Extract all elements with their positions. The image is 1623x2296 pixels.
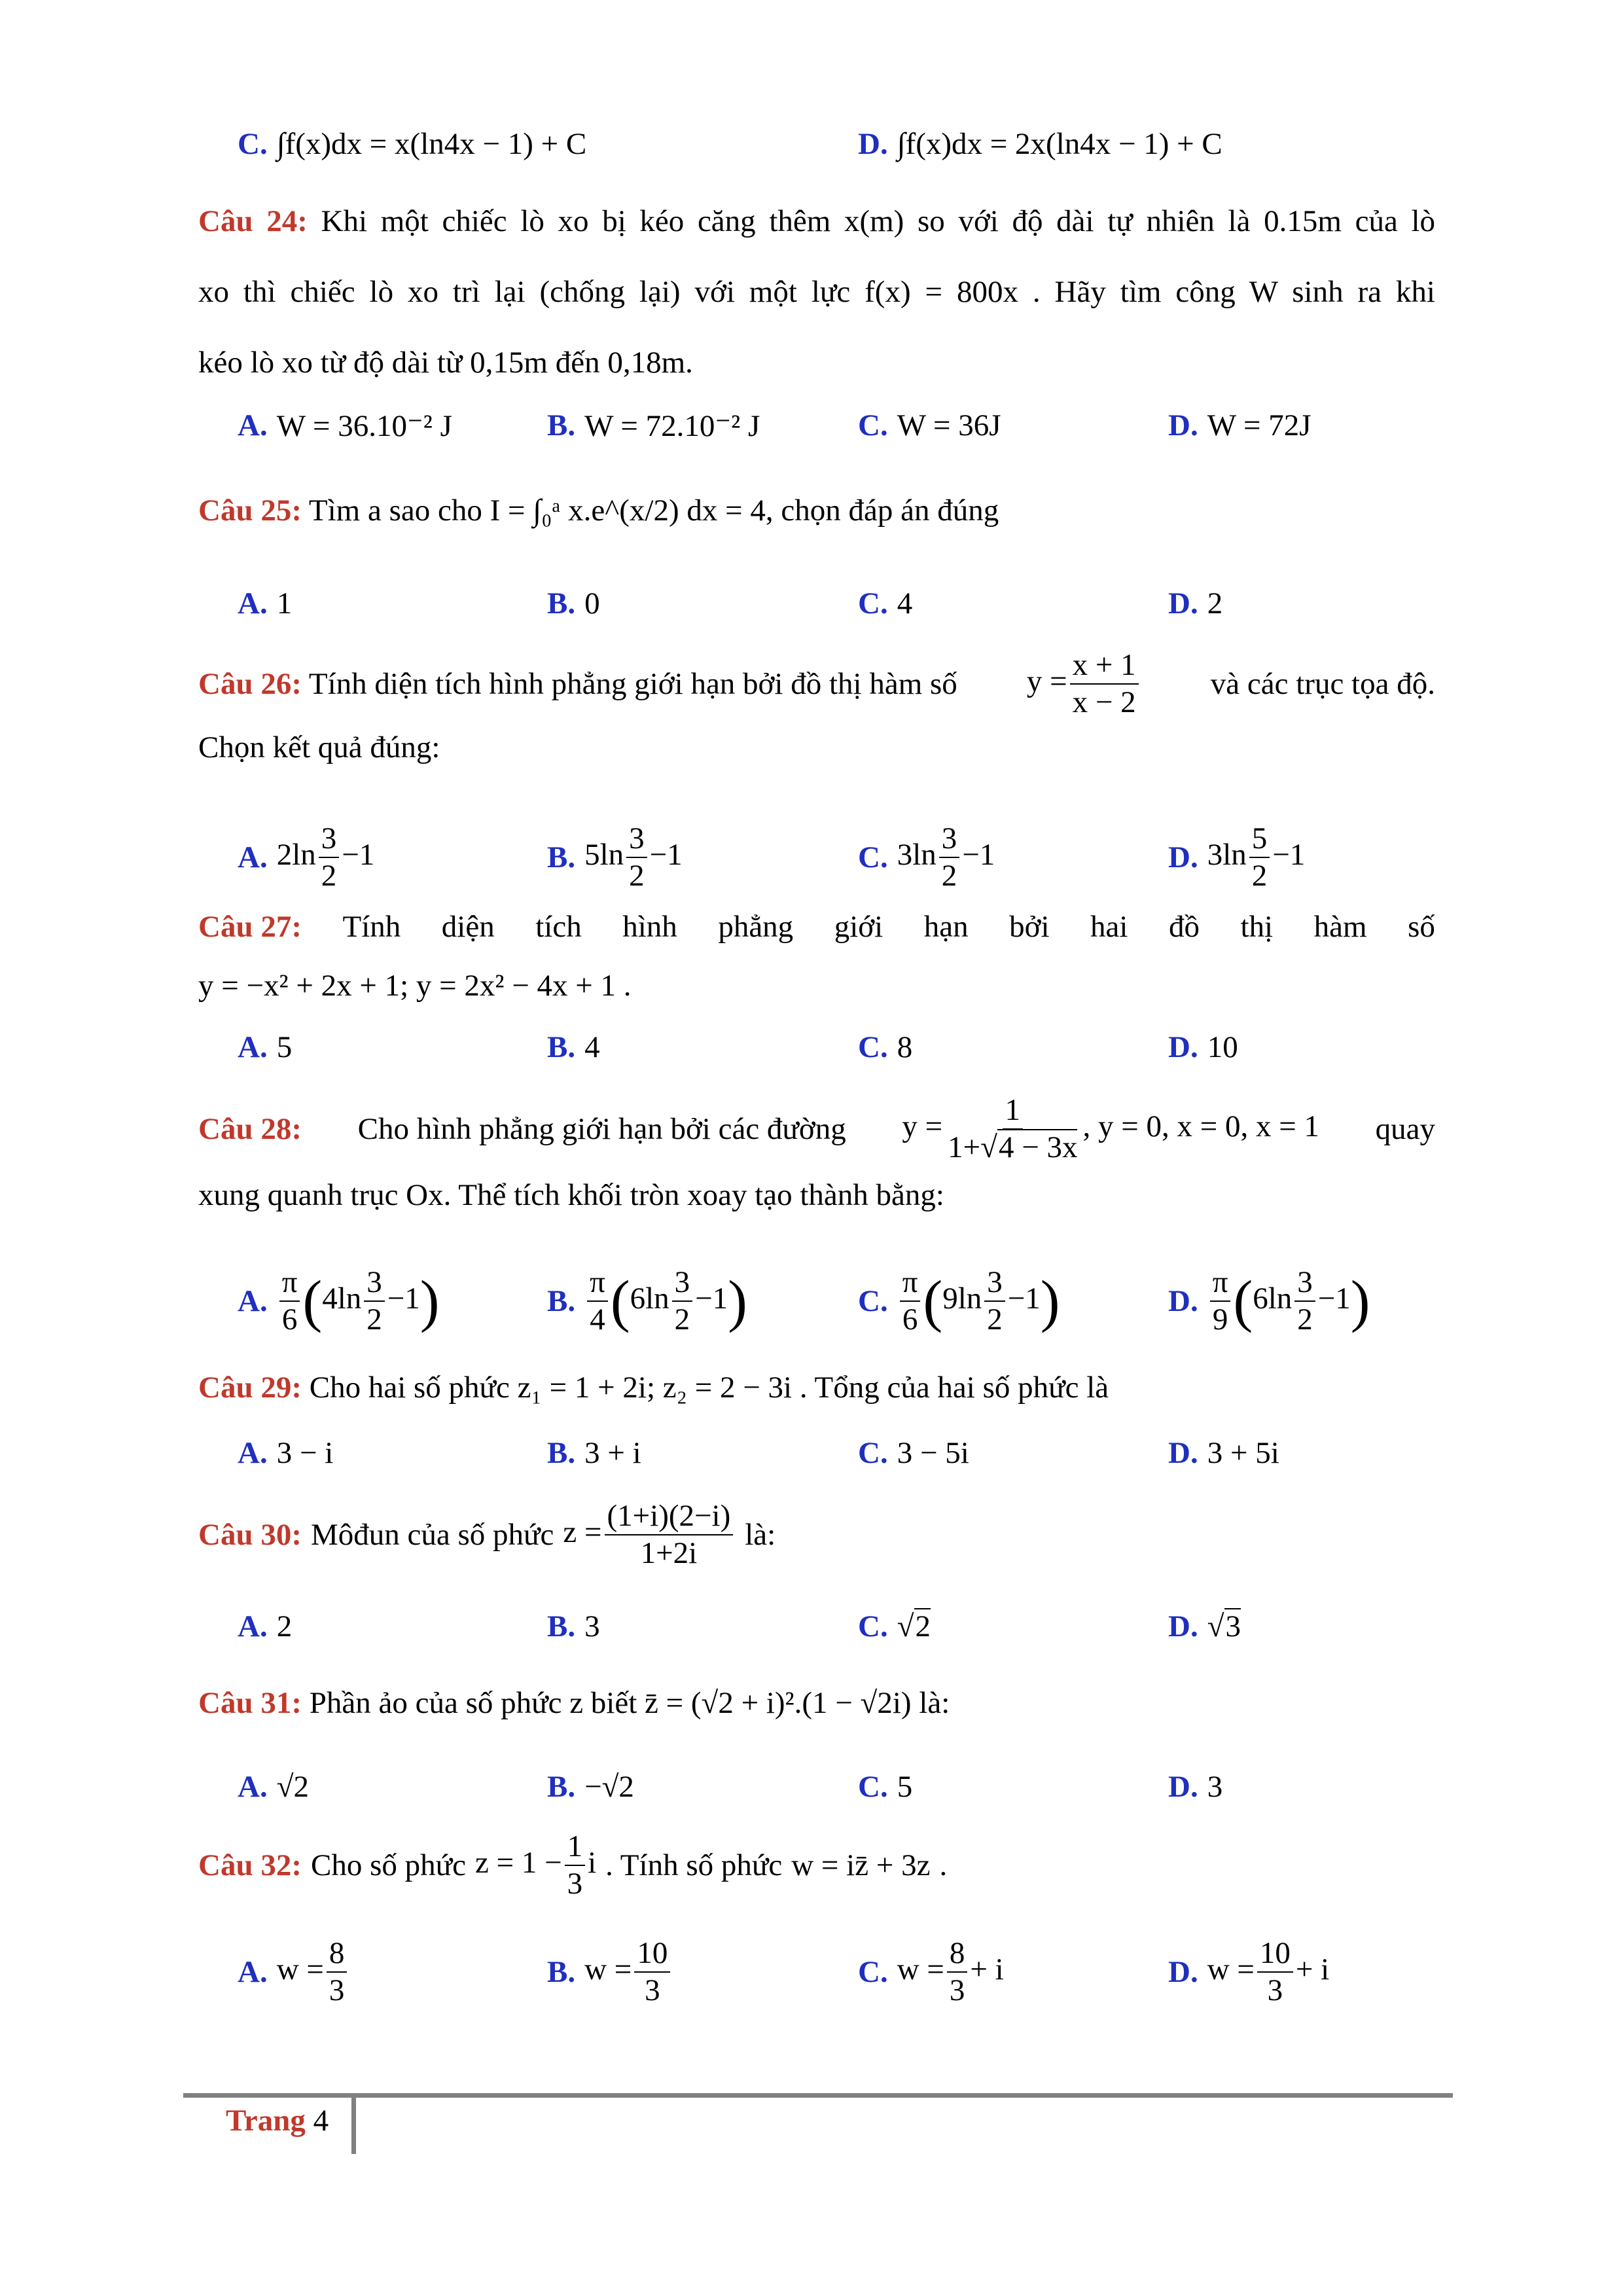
q30-option-b bbox=[547, 1607, 600, 1646]
fraction-denominator: x − 2 bbox=[1072, 685, 1136, 719]
fraction-denominator: 3 bbox=[1267, 1973, 1283, 2007]
log-coefficient: 6ln bbox=[630, 1281, 669, 1316]
question-text: Phần ảo của số phức z biết bbox=[309, 1686, 637, 1720]
option-label: A. bbox=[238, 840, 268, 874]
option-label: C. bbox=[858, 1284, 888, 1318]
option-label: A. bbox=[238, 1609, 268, 1643]
q25-option-d bbox=[1168, 584, 1222, 623]
fraction-denominator: 3 bbox=[645, 1973, 660, 2007]
fraction-numerator: (1+i)(2−i) bbox=[605, 1500, 734, 1535]
option-label: D. bbox=[1168, 408, 1198, 442]
option-label: C. bbox=[858, 586, 888, 620]
option-label: C. bbox=[858, 408, 888, 442]
question-text: . Tổng của hai số phức là bbox=[799, 1371, 1109, 1405]
fraction-denominator: 2 bbox=[941, 859, 957, 893]
fraction-numerator: 5 bbox=[1249, 823, 1270, 858]
q24-option-d bbox=[1168, 406, 1311, 445]
q24-option-b bbox=[547, 406, 760, 445]
q25-option-a bbox=[238, 584, 292, 623]
page-footer bbox=[226, 2101, 329, 2140]
question-text: kéo lò xo từ độ dài từ 0,15m đến 0,18m. bbox=[198, 346, 693, 380]
q30-option-c: C. √2 bbox=[858, 1609, 931, 1643]
question-formula: y = −x² + 2x + 1; y = 2x² − 4x + 1 . bbox=[198, 969, 632, 1003]
option-label: D. bbox=[1168, 1955, 1198, 1989]
q27-option-c bbox=[858, 1028, 912, 1067]
option-label: B. bbox=[547, 1284, 576, 1318]
q26-option-d bbox=[1168, 821, 1305, 893]
page-number: 4 bbox=[313, 2104, 329, 2138]
formula-lhs: w = bbox=[1207, 1952, 1255, 1986]
question-label: Câu 32: bbox=[198, 1848, 302, 1882]
question-text: Môđun của số phức bbox=[310, 1518, 554, 1552]
option-tail: −1 bbox=[387, 1281, 420, 1316]
option-label: B. bbox=[547, 1030, 576, 1064]
question-word: hai bbox=[1090, 910, 1128, 944]
fraction-numerator: 3 bbox=[364, 1266, 385, 1302]
q26-option-b bbox=[547, 821, 683, 893]
question-text: . Tính số phức bbox=[605, 1848, 783, 1882]
question-label: Câu 30: bbox=[198, 1518, 302, 1552]
fraction-numerator: 3 bbox=[939, 823, 960, 858]
fraction-denominator: 3 bbox=[949, 1973, 965, 2007]
option-tail: −1 bbox=[1272, 837, 1306, 872]
question-word: giới bbox=[834, 910, 883, 944]
option-value: 2 bbox=[276, 1609, 293, 1643]
fraction-numerator: 3 bbox=[319, 823, 340, 858]
q27-options bbox=[238, 1028, 1448, 1067]
option-label: D. bbox=[1168, 586, 1198, 620]
fraction-denominator: 2 bbox=[321, 859, 337, 893]
q27-option-a bbox=[238, 1028, 292, 1067]
option-value: 5 bbox=[276, 1030, 293, 1064]
option-value: W = 36.10⁻² J bbox=[276, 408, 452, 443]
q29-option-d bbox=[1168, 1433, 1279, 1473]
q24-option-a bbox=[238, 406, 452, 445]
footer-divider bbox=[183, 2093, 1453, 2098]
q28-function: y = $\frac{1}{1+√4 - 3x}$ , y = 0, x = 0, x = 1 bbox=[902, 1092, 1319, 1164]
question-text: Cho số phức bbox=[310, 1848, 466, 1882]
log-coefficient: 3ln bbox=[897, 837, 936, 872]
question-text: là: bbox=[745, 1518, 776, 1552]
fraction-denominator: 6 bbox=[281, 1302, 298, 1336]
question-formula: z₁ = 1 + 2i; z₂ = 2 − 3i bbox=[517, 1371, 793, 1405]
question-word: phẳng bbox=[718, 910, 794, 944]
option-tail: −1 bbox=[1007, 1281, 1041, 1316]
q28-option-a: A. $\frac{\pi}{6}$ (4ln $\frac{3}{2}$ −1) bbox=[238, 1265, 440, 1336]
option-label: C. bbox=[858, 840, 888, 874]
option-label: B. bbox=[547, 1436, 576, 1470]
log-coefficient: 4ln bbox=[322, 1281, 362, 1316]
question-word: thị bbox=[1240, 910, 1274, 944]
fraction-numerator: 10 bbox=[634, 1937, 670, 1973]
fraction-numerator: 8 bbox=[327, 1937, 348, 1973]
question-word: Tính bbox=[342, 910, 401, 944]
q28-line1 bbox=[198, 1093, 1435, 1165]
fraction-numerator: 3 bbox=[1294, 1266, 1315, 1302]
q28-options bbox=[238, 1262, 1448, 1340]
page-label: Trang bbox=[226, 2104, 306, 2138]
option-value: √2 bbox=[276, 1770, 309, 1804]
question-word: số bbox=[1408, 910, 1435, 944]
question-29 bbox=[198, 1368, 1435, 1407]
q31-option-b bbox=[547, 1767, 634, 1806]
q23-option-c bbox=[238, 124, 586, 164]
q27-option-b bbox=[547, 1028, 600, 1067]
pi-numerator: π bbox=[1210, 1266, 1231, 1302]
option-value: −√2 bbox=[584, 1770, 634, 1804]
q29-option-b bbox=[547, 1433, 641, 1473]
question-text: là: bbox=[919, 1686, 950, 1720]
q32-option-c bbox=[858, 1936, 1004, 2008]
q30-line1 bbox=[198, 1499, 1435, 1571]
option-tail: −1 bbox=[695, 1281, 728, 1316]
option-label: A. bbox=[238, 1955, 268, 1989]
option-label: D. bbox=[1168, 1436, 1198, 1470]
formula-lhs: w = bbox=[897, 1952, 944, 1986]
fraction-numerator: x + 1 bbox=[1070, 649, 1139, 685]
fraction-numerator: 3 bbox=[626, 823, 647, 858]
q32-option-d bbox=[1168, 1936, 1329, 2008]
option-label: D. bbox=[1168, 1770, 1198, 1804]
fraction-denominator: 2 bbox=[1297, 1302, 1313, 1336]
option-value: W = 36J bbox=[897, 408, 1001, 442]
fraction-numerator: 10 bbox=[1257, 1937, 1293, 1973]
question-25 bbox=[198, 491, 1435, 530]
question-label: Câu 28: bbox=[198, 1112, 302, 1146]
option-label: D. bbox=[1168, 840, 1198, 874]
option-value: 10 bbox=[1207, 1030, 1238, 1064]
question-text: . bbox=[939, 1848, 948, 1882]
formula-tail: , y = 0, x = 0, x = 1 bbox=[1082, 1109, 1319, 1143]
q24-line2 bbox=[198, 272, 1435, 312]
question-text: xung quanh trục Ox. Thể tích khối tròn xoay tạo thành bằng: bbox=[198, 1178, 944, 1212]
log-coefficient: 6ln bbox=[1253, 1281, 1293, 1316]
question-32 bbox=[198, 1829, 1435, 1901]
q32-options bbox=[238, 1936, 1448, 2008]
fraction-denominator: 9 bbox=[1212, 1302, 1228, 1336]
question-word: hình bbox=[622, 910, 677, 944]
question-formula: w = iz̄ + 3z bbox=[791, 1848, 931, 1882]
pi-numerator: π bbox=[900, 1266, 921, 1302]
fraction-numerator: 1 bbox=[565, 1831, 586, 1866]
option-value: 8 bbox=[897, 1030, 913, 1064]
q31-options bbox=[238, 1767, 1448, 1806]
pi-numerator: π bbox=[279, 1266, 300, 1302]
q27-line1 bbox=[198, 907, 1435, 946]
question-text: và các trục tọa độ. bbox=[1210, 667, 1435, 701]
option-label: A. bbox=[238, 1030, 268, 1064]
question-word: diện bbox=[441, 910, 495, 944]
option-label: D. bbox=[858, 127, 888, 161]
option-tail: −1 bbox=[962, 837, 995, 872]
q27-option-d bbox=[1168, 1028, 1238, 1067]
q23-options bbox=[238, 124, 1448, 164]
question-text: Chọn kết quả đúng: bbox=[198, 730, 440, 764]
option-label: C. bbox=[858, 1030, 888, 1064]
fraction-numerator: 3 bbox=[984, 1266, 1005, 1302]
q30-option-d: D. √3 bbox=[1168, 1609, 1241, 1643]
q26-option-a bbox=[238, 821, 374, 893]
denominator-prefix: 1+ bbox=[948, 1130, 981, 1164]
pi-numerator: π bbox=[587, 1266, 608, 1302]
q24-options bbox=[238, 406, 1448, 445]
formula-lhs: y = bbox=[902, 1109, 943, 1143]
sqrt-radicand: 2 bbox=[915, 1609, 931, 1643]
option-tail: + i bbox=[970, 1952, 1004, 1986]
question-word: hạn bbox=[923, 910, 969, 944]
question-text: quay bbox=[1375, 1112, 1435, 1146]
question-text: xo thì chiếc lò xo trì lại (chống lại) với một lực f(x) = 800x . Hãy tìm công W sinh ra khi bbox=[198, 275, 1435, 309]
question-word: hàm bbox=[1313, 910, 1367, 944]
fraction-denominator: 4 bbox=[590, 1302, 605, 1336]
q31-option-a bbox=[238, 1767, 309, 1806]
fraction-numerator: 3 bbox=[672, 1266, 693, 1302]
formula-lhs: w = bbox=[584, 1952, 632, 1986]
question-text: Tính diện tích hình phẳng giới hạn bởi đồ thị hàm số bbox=[308, 667, 957, 701]
question-24 bbox=[198, 202, 1435, 382]
fraction-numerator: 8 bbox=[947, 1937, 968, 1973]
log-coefficient: 5ln bbox=[584, 837, 624, 872]
q24-line3 bbox=[198, 343, 1435, 382]
option-value: 3 + i bbox=[584, 1436, 641, 1470]
fraction-denominator: 2 bbox=[1251, 859, 1268, 893]
formula-tail: i bbox=[588, 1845, 597, 1880]
option-tail: + i bbox=[1295, 1952, 1330, 1986]
option-value: 5 bbox=[897, 1770, 913, 1804]
option-label: A. bbox=[238, 1436, 268, 1470]
option-label: C. bbox=[858, 1955, 888, 1989]
option-label: B. bbox=[547, 1955, 576, 1989]
question-label: Câu 25: bbox=[198, 493, 302, 528]
option-label: D. bbox=[1168, 1284, 1198, 1318]
q25-options bbox=[238, 584, 1448, 623]
q26-options bbox=[238, 821, 1448, 893]
q32-option-a bbox=[238, 1936, 349, 2008]
option-value: W = 72.10⁻² J bbox=[584, 408, 760, 443]
question-label: Câu 24: bbox=[198, 204, 308, 238]
question-text: Cho hai số phức bbox=[309, 1371, 510, 1405]
question-31 bbox=[198, 1683, 1435, 1723]
option-value: W = 72J bbox=[1207, 408, 1311, 442]
question-label: Câu 29: bbox=[198, 1371, 302, 1405]
option-label: C. bbox=[858, 1770, 888, 1804]
q28-option-d: D. $\frac{\pi}{9}$ (6ln $\frac{3}{2}$ −1) bbox=[1168, 1265, 1370, 1336]
option-value: 3 − i bbox=[276, 1436, 334, 1470]
question-word: tích bbox=[535, 910, 582, 944]
q28-option-c: C. $\frac{\pi}{6}$ (9ln $\frac{3}{2}$ −1) bbox=[858, 1265, 1060, 1336]
option-label: B. bbox=[547, 840, 576, 874]
question-text: Tìm a sao cho bbox=[308, 493, 482, 528]
q29-option-c bbox=[858, 1433, 969, 1473]
question-27 bbox=[198, 907, 1435, 1005]
fraction-denominator: 2 bbox=[987, 1302, 1003, 1336]
option-label: A. bbox=[238, 586, 268, 620]
q29-options bbox=[238, 1433, 1448, 1473]
q26-function bbox=[1027, 649, 1141, 719]
formula-lhs: z = 1 − bbox=[474, 1845, 562, 1880]
option-label: B. bbox=[547, 1609, 576, 1643]
option-label: A. bbox=[238, 1770, 268, 1804]
option-label: B. bbox=[547, 1770, 576, 1804]
question-30 bbox=[198, 1499, 1435, 1571]
option-label: A. bbox=[238, 1284, 268, 1318]
option-value: 0 bbox=[584, 586, 600, 620]
option-label: B. bbox=[547, 408, 576, 442]
formula-lhs: w = bbox=[276, 1952, 324, 1986]
sqrt-radicand: 4 − 3x bbox=[998, 1130, 1078, 1164]
q29-option-a bbox=[238, 1433, 333, 1473]
option-value: 3 + 5i bbox=[1207, 1436, 1279, 1470]
q24-option-c bbox=[858, 406, 1001, 445]
fraction-numerator: 1 bbox=[1003, 1094, 1024, 1130]
q23-option-d bbox=[858, 124, 1222, 164]
formula-lhs: z = bbox=[563, 1515, 602, 1549]
log-coefficient: 3ln bbox=[1207, 837, 1247, 872]
question-label: Câu 27: bbox=[198, 910, 302, 944]
log-coefficient: 2ln bbox=[276, 837, 316, 872]
option-tail: −1 bbox=[649, 837, 683, 872]
fraction-denominator: 2 bbox=[674, 1302, 690, 1336]
option-tail: −1 bbox=[1317, 1281, 1351, 1316]
sqrt-radicand: 3 bbox=[1225, 1609, 1241, 1643]
option-value: 3 bbox=[584, 1609, 600, 1643]
option-label: D. bbox=[1168, 1609, 1198, 1643]
formula-lhs: y = bbox=[1026, 664, 1067, 698]
q32-line1 bbox=[198, 1829, 1435, 1901]
option-value: 3 bbox=[1207, 1770, 1223, 1804]
fraction-denominator: 3 bbox=[329, 1973, 345, 2007]
option-formula: ∫f(x)dx = 2x(ln4x − 1) + C bbox=[897, 127, 1222, 161]
q26-option-c bbox=[858, 821, 995, 893]
option-value: 2 bbox=[1207, 586, 1223, 620]
question-label: Câu 26: bbox=[198, 667, 302, 701]
option-label: C. bbox=[858, 1436, 888, 1470]
q24-line1 bbox=[198, 202, 1435, 241]
q31-option-c bbox=[858, 1767, 912, 1806]
fraction-denominator: 6 bbox=[902, 1302, 918, 1336]
question-text: , chọn đáp án đúng bbox=[765, 493, 999, 528]
option-label: B. bbox=[547, 586, 576, 620]
option-tail: −1 bbox=[342, 837, 375, 872]
fraction-denominator: 2 bbox=[629, 859, 645, 893]
question-formula: I = ∫₀ᵃ x.e^(x/2) dx = 4 bbox=[490, 493, 766, 528]
q30-options bbox=[238, 1607, 1448, 1646]
q25-option-c bbox=[858, 584, 912, 623]
option-value: 3 − 5i bbox=[897, 1436, 969, 1470]
option-label: A. bbox=[238, 408, 268, 442]
question-26 bbox=[198, 648, 1435, 767]
q28-option-b: B. $\frac{\pi}{4}$ (6ln $\frac{3}{2}$ −1) bbox=[547, 1265, 747, 1336]
option-value: 4 bbox=[584, 1030, 600, 1064]
q32-option-b bbox=[547, 1936, 673, 2008]
footer-vertical-bar bbox=[351, 2098, 356, 2154]
option-label: C. bbox=[858, 1609, 888, 1643]
q25-option-b bbox=[547, 584, 600, 623]
question-text: Cho hình phẳng giới hạn bởi các đường bbox=[357, 1112, 846, 1146]
question-word: đồ bbox=[1168, 910, 1200, 944]
option-formula: ∫f(x)dx = x(ln4x − 1) + C bbox=[276, 127, 587, 161]
fraction-denominator: 1+2i bbox=[640, 1536, 698, 1570]
option-label: D. bbox=[1168, 1030, 1198, 1064]
question-text: Khi một chiếc lò xo bị kéo căng thêm x(m) so với độ dài tự nhiên là 0.15m của lò bbox=[321, 204, 1436, 238]
option-value: 1 bbox=[276, 586, 293, 620]
fraction-denominator: 3 bbox=[567, 1867, 583, 1901]
q31-option-d bbox=[1168, 1767, 1222, 1806]
fraction-denominator: 2 bbox=[366, 1302, 382, 1336]
option-value: 4 bbox=[897, 586, 913, 620]
question-28 bbox=[198, 1093, 1435, 1215]
option-label: C. bbox=[238, 127, 268, 161]
question-word: bởi bbox=[1009, 910, 1050, 944]
q26-line1 bbox=[198, 648, 1435, 720]
question-formula: z̄ = (√2 + i)².(1 − √2i) bbox=[645, 1686, 912, 1720]
log-coefficient: 9ln bbox=[942, 1281, 982, 1316]
question-label: Câu 31: bbox=[198, 1686, 302, 1720]
q30-option-a bbox=[238, 1607, 292, 1646]
